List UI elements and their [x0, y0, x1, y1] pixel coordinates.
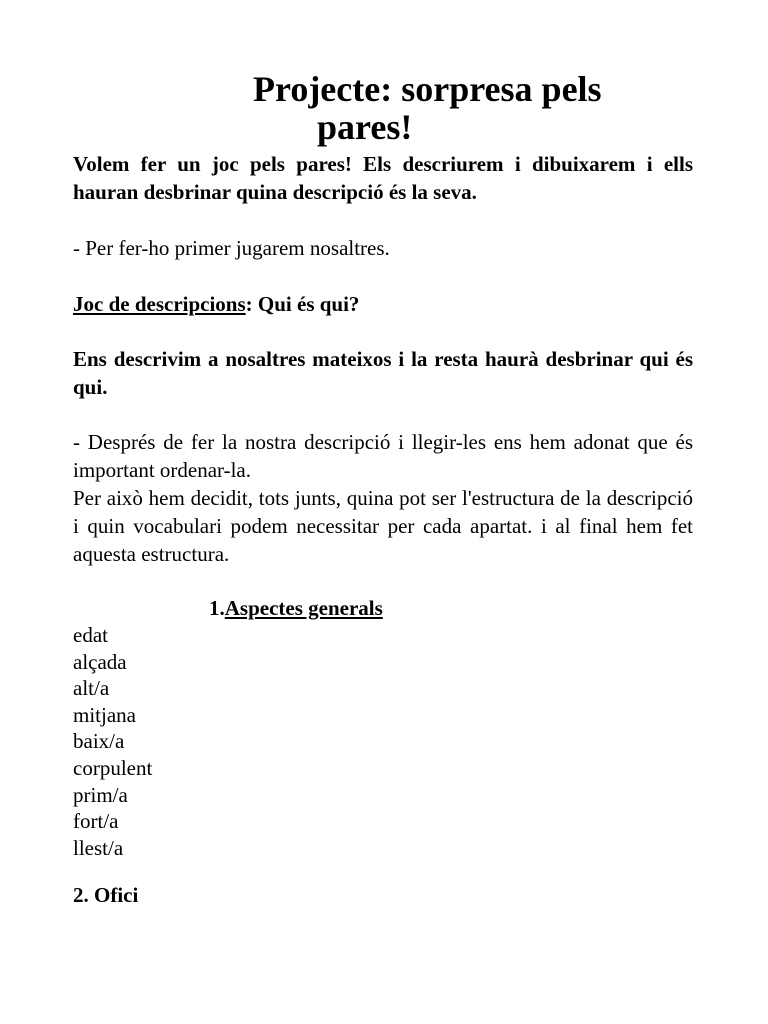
game-name: Joc de descripcions	[73, 292, 246, 316]
vocabulary-item: alçada	[73, 649, 127, 674]
section-1-number: 1.	[209, 596, 225, 620]
game-subtitle: : Qui és qui?	[245, 292, 360, 316]
document-page	[73, 70, 693, 909]
vocabulary-item: prim/a	[73, 782, 128, 807]
section-1-heading	[73, 594, 693, 622]
intro-paragraph: Volem fer un joc pels pares! Els descriurem i dibuixarem i ells hauran desbrinar quina descripció és la seva.	[73, 152, 693, 204]
vocabulary-item: alt/a	[73, 676, 110, 701]
section-1-title: Aspectes generals	[224, 596, 383, 620]
document-title	[73, 70, 693, 146]
step-2-paragraph: - Després de fer la nostra descripció i llegir-les ens hem adonat que és important ordenar-la.	[73, 430, 693, 482]
vocabulary-item: llest/a	[73, 835, 124, 860]
title-line-2: pares!	[317, 107, 413, 147]
vocabulary-item: edat	[73, 623, 108, 647]
vocabulary-item: corpulent	[73, 755, 153, 780]
vocabulary-item: fort/a	[73, 809, 119, 834]
section-1-vocabulary-list	[73, 622, 693, 861]
step-3-paragraph: Per això hem decidit, tots junts, quina pot ser l'estructura de la descripció i quin vocabulari podem necessitar per cada apartat. i al final hem fet aquesta estructura.	[73, 486, 693, 566]
step-1-paragraph: - Per fer-ho primer jugarem nosaltres.	[73, 236, 390, 260]
vocabulary-item: baix/a	[73, 729, 125, 754]
section-2-heading: 2. Ofici	[73, 883, 139, 908]
vocabulary-item: mitjana	[73, 702, 136, 727]
game-description: Ens descrivim a nosaltres mateixos i la resta haurà desbrinar qui és qui.	[73, 347, 693, 399]
title-line-1: Projecte: sorpresa pels	[253, 69, 602, 109]
game-heading	[73, 290, 693, 318]
